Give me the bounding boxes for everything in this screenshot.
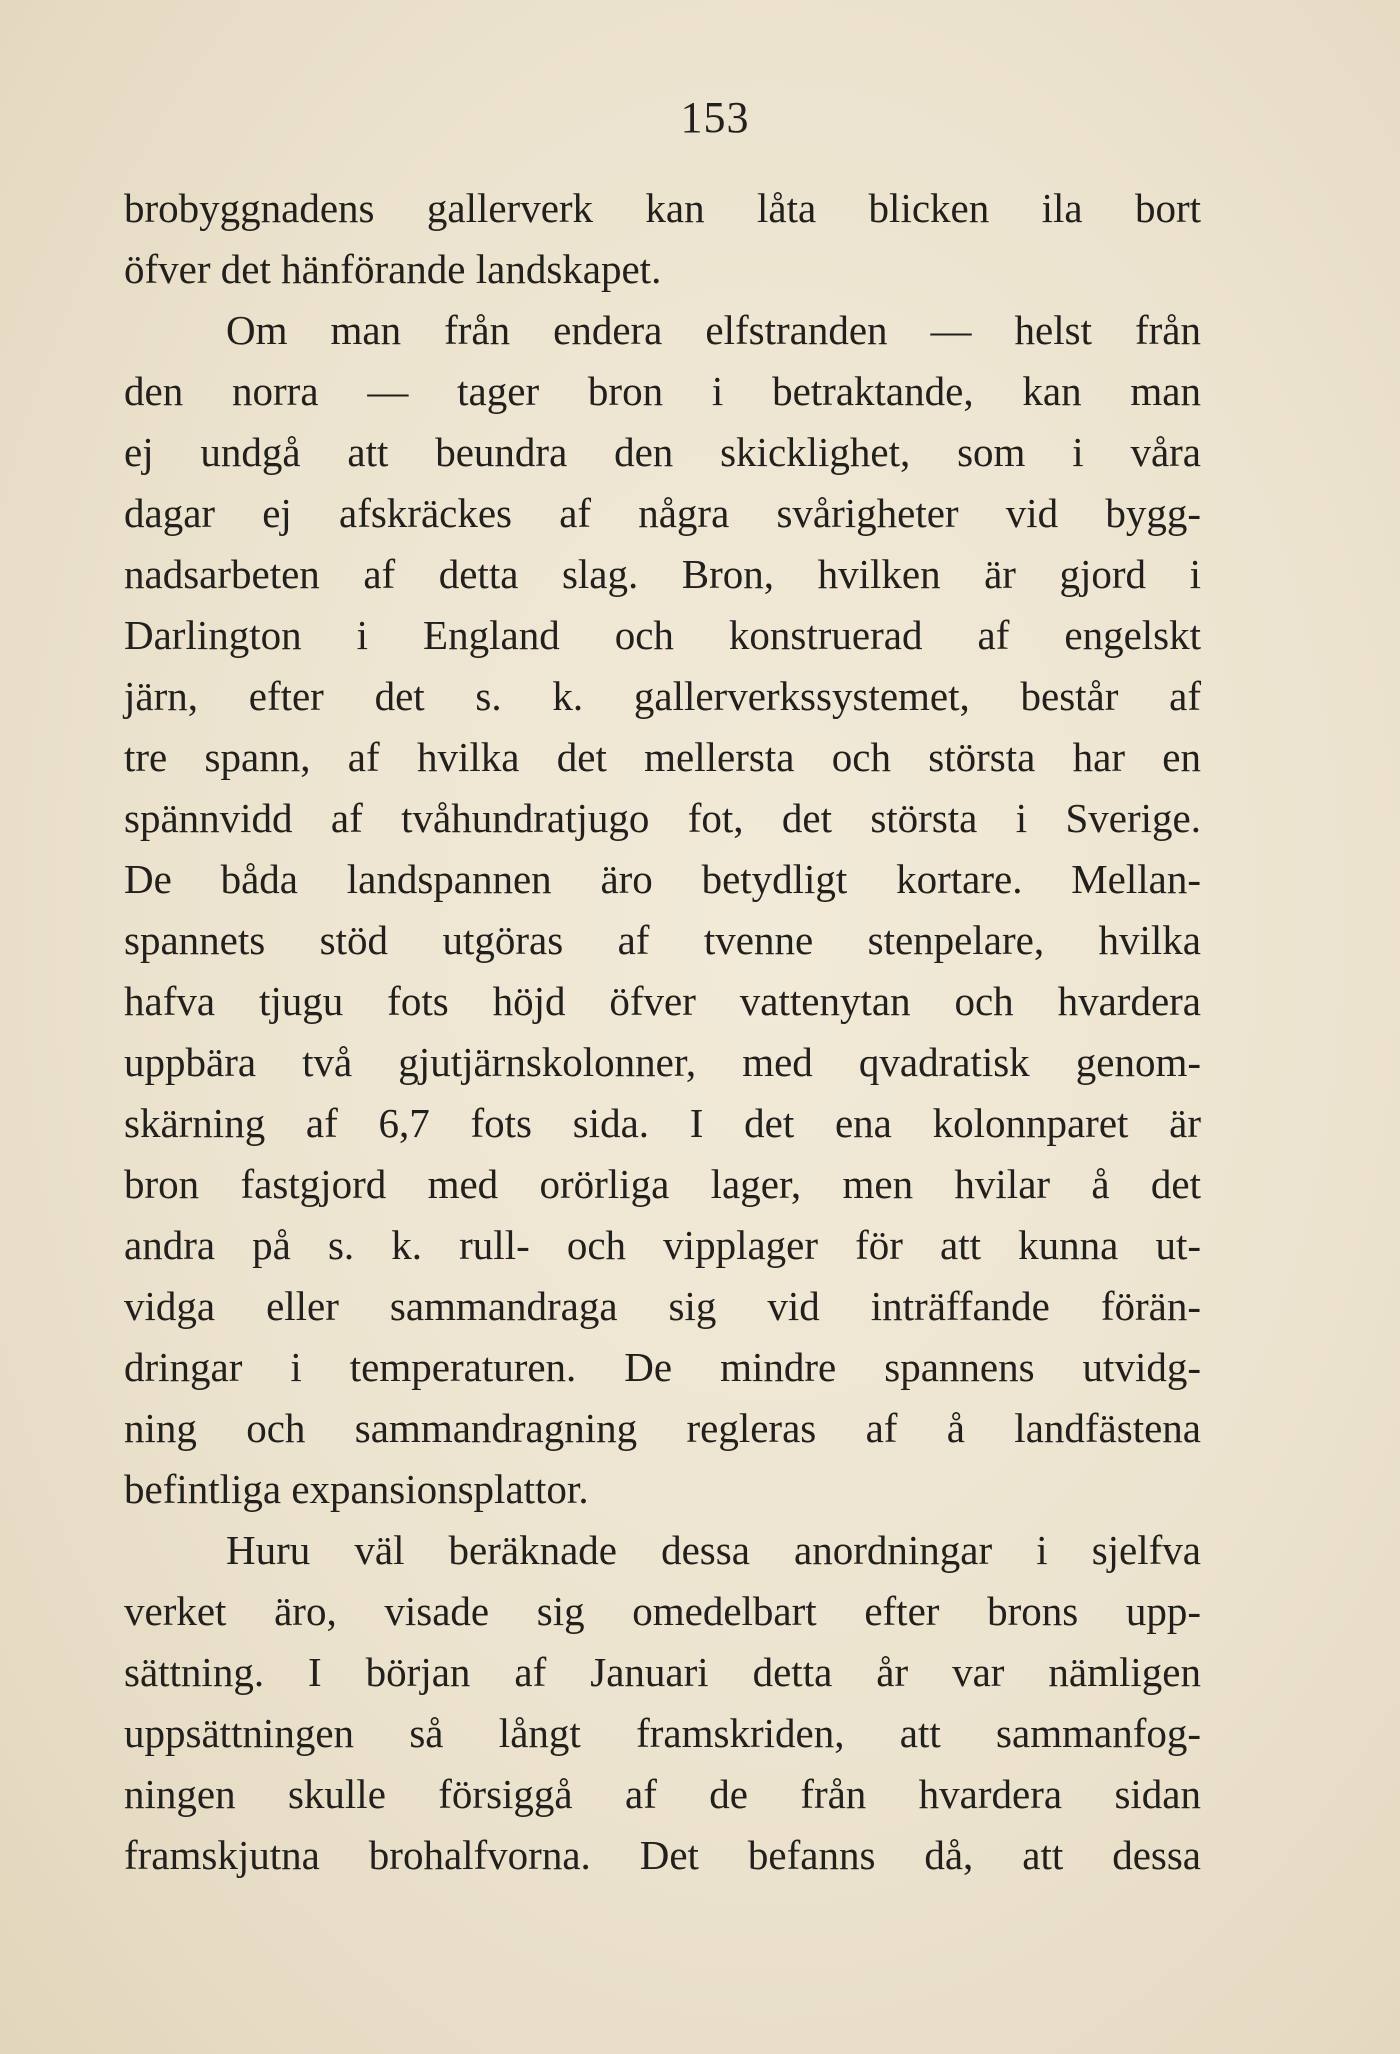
text-line: Darlington i England och konstruerad af engelskt	[124, 612, 1201, 658]
text-line: brobyggnadens gallerverk kan låta blicken ila bort	[124, 185, 1201, 231]
text-line: nadsarbeten af detta slag. Bron, hvilken är gjord i	[124, 551, 1201, 597]
text-line: sättning. I början af Januari detta år var nämligen	[124, 1649, 1201, 1695]
text-line: uppbära två gjutjärnskolonner, med qvadratisk genom-	[124, 1039, 1201, 1085]
text-line: dagar ej afskräckes af några svårigheter vid bygg-	[124, 490, 1201, 536]
text-line: ning och sammandragning regleras af å landfästena	[124, 1405, 1201, 1451]
text-line: ningen skulle försiggå af de från hvardera sidan	[124, 1771, 1201, 1817]
text-line: De båda landspannen äro betydligt kortare. Mellan-	[124, 856, 1201, 902]
text-line: skärning af 6,7 fots sida. I det ena kolonnparet är	[124, 1100, 1201, 1146]
text-line: Om man från endera elfstranden — helst från	[226, 307, 1201, 353]
text-line: vidga eller sammandraga sig vid inträffande förän-	[124, 1283, 1201, 1329]
text-line: bron fastgjord med orörliga lager, men hvilar å det	[124, 1161, 1201, 1207]
text-line: järn, efter det s. k. gallerverkssystemet, består af	[124, 673, 1201, 719]
text-line: hafva tjugu fots höjd öfver vattenytan och hvardera	[124, 978, 1201, 1024]
text-line: spannets stöd utgöras af tvenne stenpelare, hvilka	[124, 917, 1201, 963]
text-line: andra på s. k. rull- och vipplager för att kunna ut-	[124, 1222, 1201, 1268]
text-line: dringar i temperaturen. De mindre spannens utvidg-	[124, 1344, 1201, 1390]
text-line: uppsättningen så långt framskriden, att sammanfog-	[124, 1710, 1201, 1756]
page-number: 153	[680, 93, 750, 142]
text-line: öfver det hänförande landskapet.	[124, 246, 662, 292]
text-line: verket äro, visade sig omedelbart efter brons upp-	[124, 1588, 1201, 1634]
text-line: tre spann, af hvilka det mellersta och största har en	[124, 734, 1201, 780]
text-line: befintliga expansionsplattor.	[124, 1466, 589, 1512]
text-line: den norra — tager bron i betraktande, kan man	[124, 368, 1201, 414]
text-line: framskjutna brohalfvorna. Det befanns då, att dessa	[124, 1832, 1201, 1878]
text-line: Huru väl beräknade dessa anordningar i sjelfva	[226, 1527, 1201, 1573]
body-text	[124, 178, 1201, 1886]
text-line: ej undgå att beundra den skicklighet, som i våra	[124, 429, 1201, 475]
text-line: spännvidd af tvåhundratjugo fot, det största i Sverige.	[124, 795, 1201, 841]
